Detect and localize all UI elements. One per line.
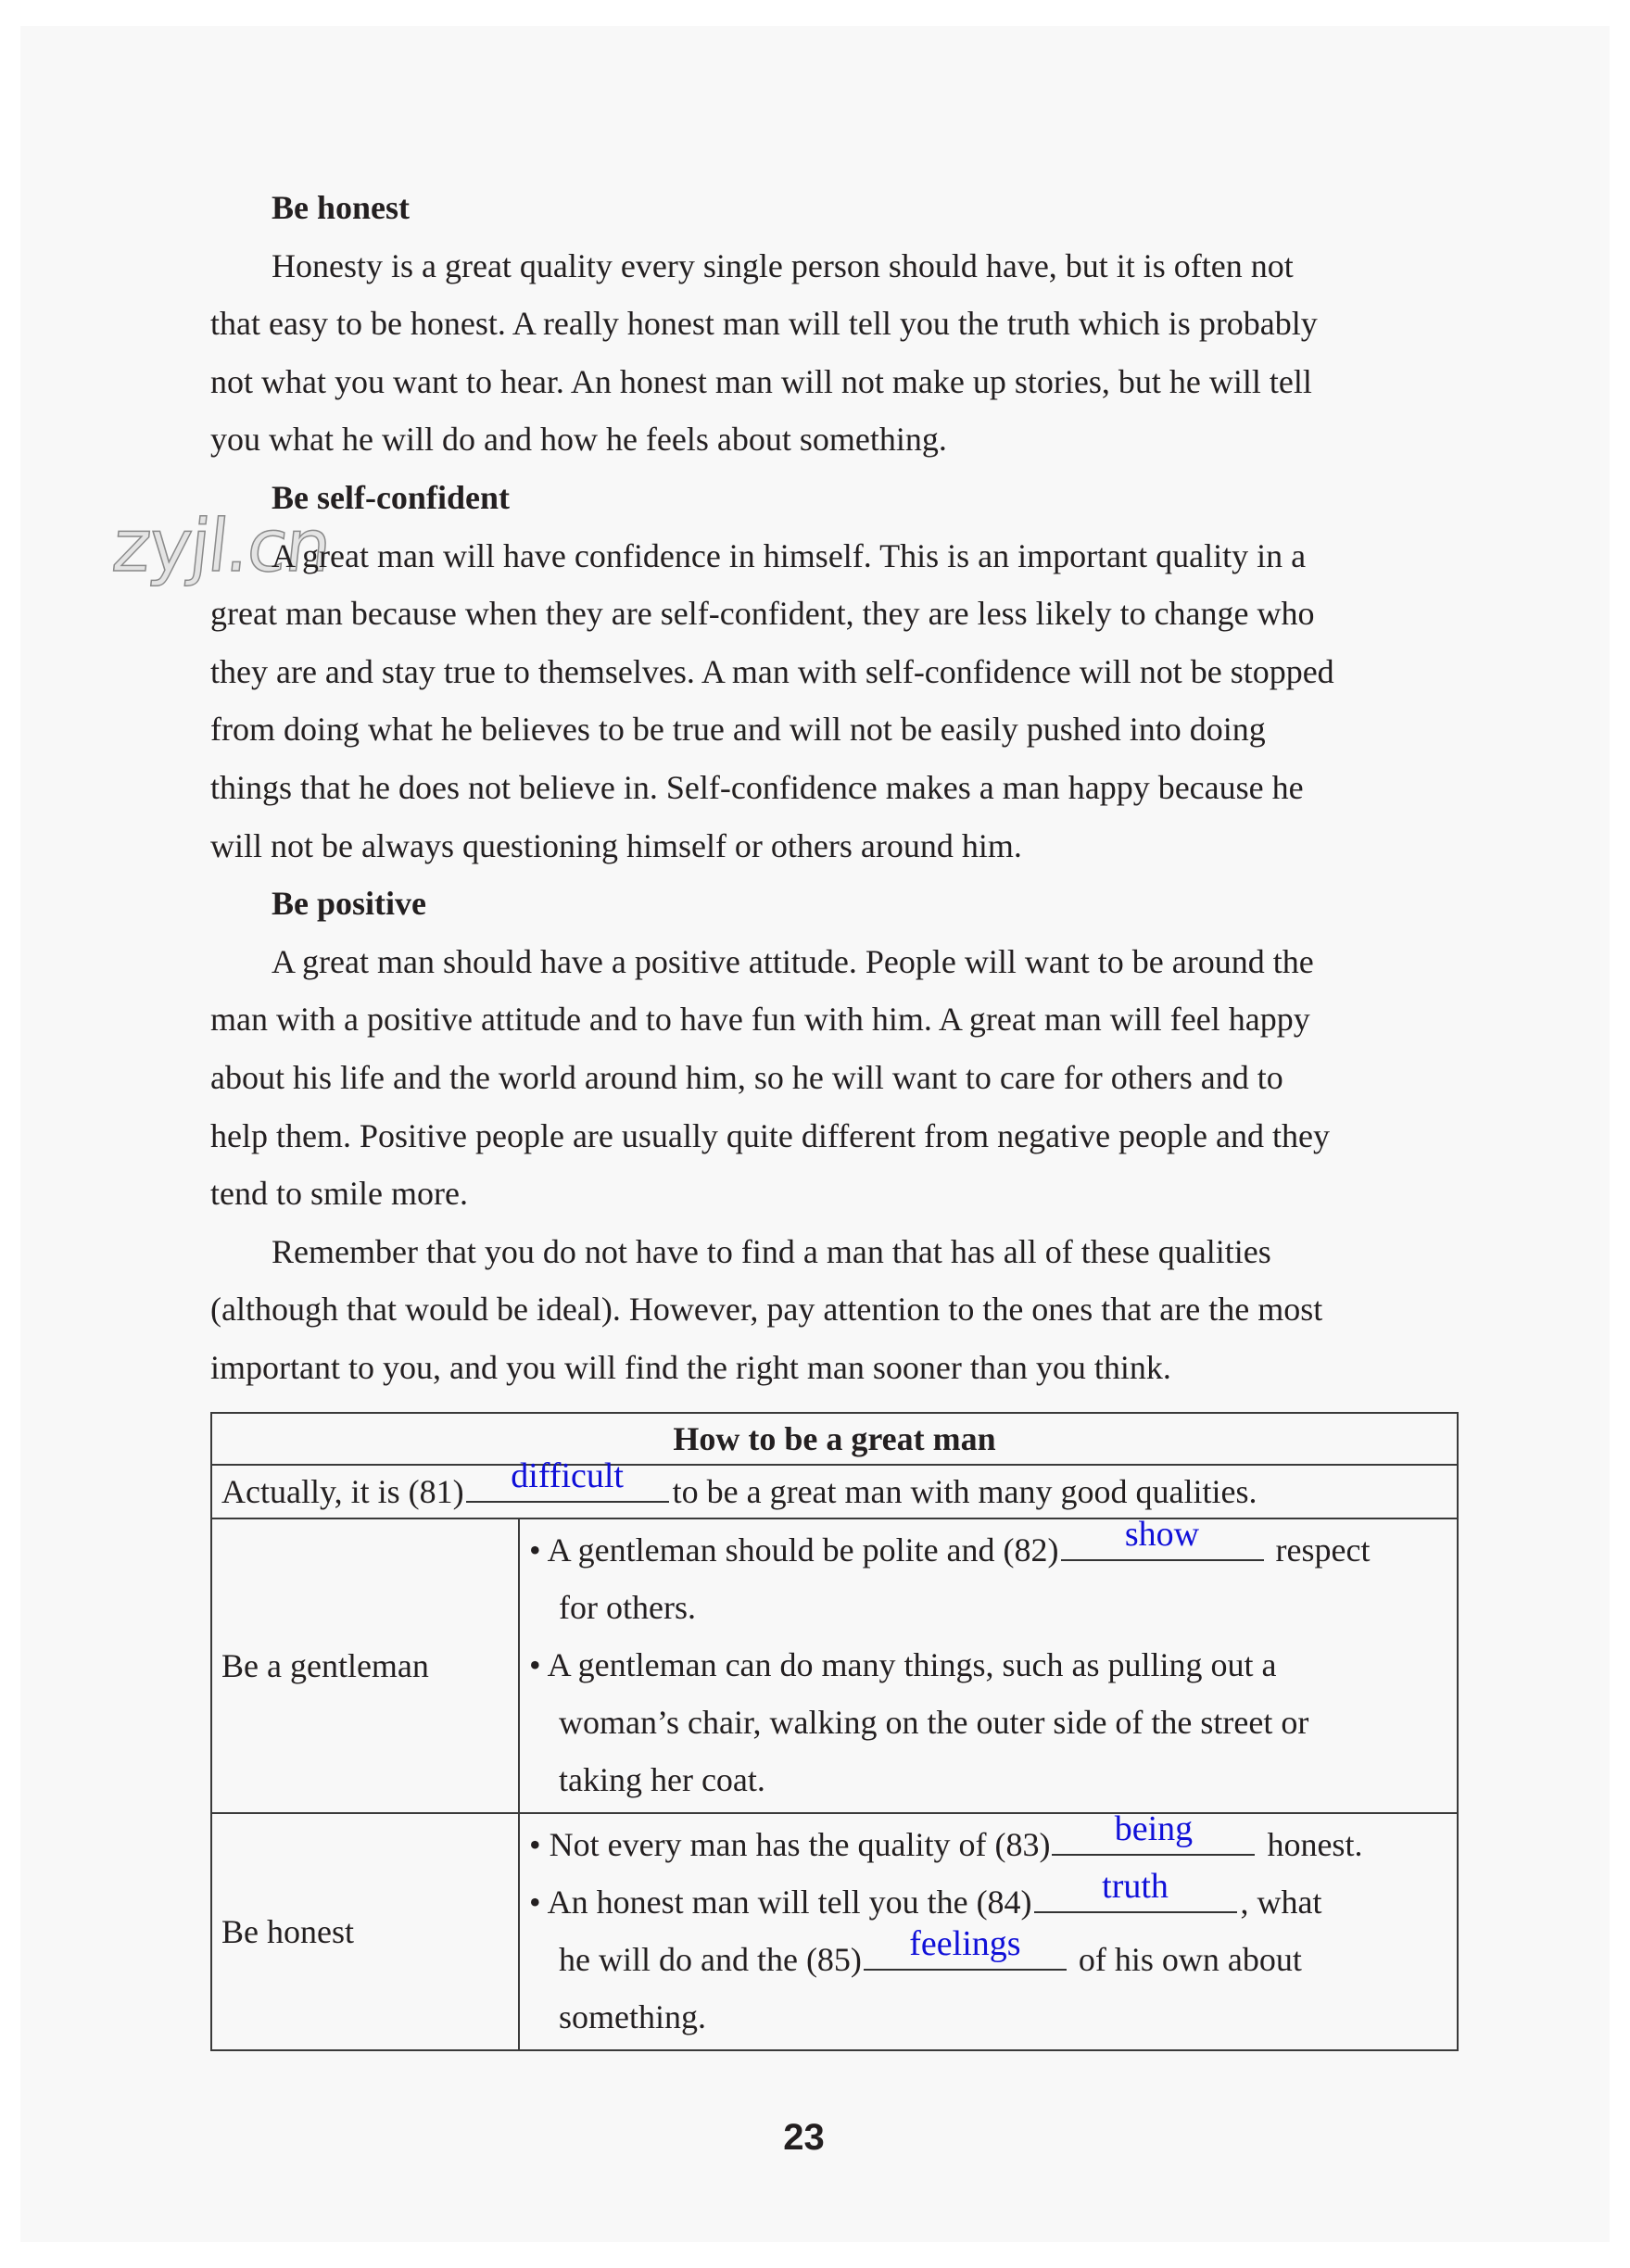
passage-line: important to you, and you will find the right man sooner than you think.	[210, 1348, 1171, 1386]
watermark-logo: zyjl.cn	[108, 505, 335, 588]
answer-83: being	[1114, 1809, 1194, 1848]
blank-84[interactable]	[1034, 1867, 1237, 1913]
text: An honest man will tell you the (84)	[547, 1884, 1032, 1921]
text: Actually, it is (81)	[221, 1473, 464, 1510]
honest-points	[519, 1809, 1458, 2050]
passage-line: help them. Positive people are usually quite different from negative people and they	[210, 1116, 1330, 1154]
bullet: •	[529, 1826, 541, 1863]
row-label-honest: Be honest	[211, 1813, 519, 2050]
answer-81: difficult	[511, 1456, 624, 1495]
passage-line: will not be always questioning himself or others around him.	[210, 826, 1022, 864]
answer-84: truth	[1102, 1867, 1169, 1906]
passage	[210, 179, 1471, 1396]
passage-line: Remember that you do not have to find a man that has all of these qualities	[272, 1232, 1271, 1270]
passage-line: A great man will have confidence in himself. This is an important quality in a	[272, 536, 1307, 574]
passage-line: A great man should have a positive attitude. People will want to be around the	[272, 942, 1314, 980]
text: A gentleman can do many things, such as pulling out a	[547, 1646, 1277, 1683]
passage-line: you what he will do and how he feels about something.	[210, 421, 947, 459]
text: taking her coat.	[559, 1761, 765, 1798]
passage-line: that easy to be honest. A really honest man will tell you the truth which is probably	[210, 305, 1318, 343]
blank-85[interactable]	[864, 1924, 1067, 1971]
text: woman’s chair, walking on the outer side of the street or	[559, 1704, 1309, 1741]
row-label-gentleman: Be a gentleman	[211, 1518, 519, 1813]
text: something.	[559, 1998, 706, 2035]
blank-81[interactable]	[466, 1456, 669, 1503]
answer-85: feelings	[909, 1924, 1021, 1963]
section-heading: Be honest	[272, 189, 411, 226]
bullet: •	[529, 1646, 541, 1683]
section-heading: Be self-confident	[272, 478, 510, 516]
passage-line: (although that would be ideal). However, pay attention to the ones that are the most	[210, 1291, 1323, 1329]
bullet: •	[529, 1884, 541, 1921]
passage-line: not what you want to hear. An honest man will not make up stories, but he will tell	[210, 362, 1312, 400]
gentleman-points	[519, 1515, 1458, 1813]
table-row-81	[211, 1456, 1458, 1518]
text: A gentleman should be polite and (82)	[547, 1531, 1059, 1569]
passage-line: man with a positive attitude and to have fun with him. A great man will feel happy	[210, 1001, 1310, 1039]
summary-table	[210, 1412, 1459, 2051]
text: respect	[1275, 1531, 1371, 1569]
answer-82: show	[1124, 1515, 1200, 1554]
text: to be a great man with many good qualities.	[672, 1473, 1257, 1510]
text: he will do and the (85)	[559, 1941, 862, 1978]
passage-line: great man because when they are self-confident, they are less likely to change who	[210, 595, 1315, 633]
page-number: 23	[783, 2117, 825, 2158]
passage-line: tend to smile more.	[210, 1175, 468, 1213]
text: for others.	[559, 1589, 696, 1626]
text: , what	[1240, 1884, 1322, 1921]
blank-82[interactable]	[1061, 1515, 1264, 1561]
section-heading: Be positive	[272, 885, 426, 923]
passage-line: they are and stay true to themselves. A man with self-confidence will not be stopped	[210, 652, 1334, 690]
passage-line: about his life and the world around him, so he will want to care for others and to	[210, 1058, 1283, 1096]
passage-line: things that he does not believe in. Self-confidence makes a man happy because he	[210, 768, 1304, 806]
text: of his own about	[1078, 1941, 1302, 1978]
text: Not every man has the quality of (83)	[549, 1826, 1051, 1863]
passage-line: from doing what he believes to be true and will not be easily pushed into doing	[210, 711, 1266, 749]
passage-line: Honesty is a great quality every single person should have, but it is often not	[272, 246, 1294, 284]
table-title: How to be a great man	[211, 1413, 1458, 1465]
bullet: •	[529, 1531, 541, 1569]
blank-83[interactable]	[1052, 1809, 1255, 1856]
text: honest.	[1267, 1826, 1363, 1863]
